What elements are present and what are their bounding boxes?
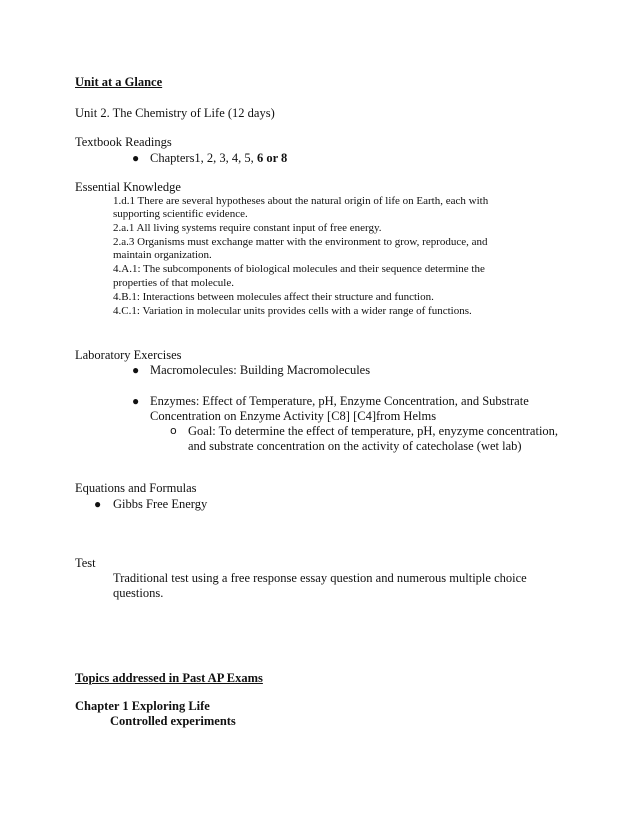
lab-goal-cont: and substrate concentration on the activity of catecholase (wet lab) — [188, 439, 522, 453]
test-description-cont: questions. — [113, 586, 164, 600]
test-description: Traditional test using a free response essay question and numerous multiple choice — [113, 571, 527, 585]
ek-line: 2.a.3 Organisms must exchange matter with the environment to grow, reproduce, and — [113, 236, 488, 248]
textbook-label: Textbook Readings — [75, 135, 172, 149]
lab-goal: Goal: To determine the effect of temperature, pH, enyzyme concentration, — [188, 424, 559, 438]
lab-item-enzymes: Enzymes: Effect of Temperature, pH, Enzyme Concentration, and Substrate — [150, 394, 529, 408]
equation-item: Gibbs Free Energy — [113, 497, 208, 511]
topics-heading: Topics addressed in Past AP Exams — [75, 671, 263, 685]
page-heading: Unit at a Glance — [75, 75, 163, 89]
ek-line: properties of that molecule. — [113, 277, 234, 289]
ek-line: 1.d.1 There are several hypotheses about the natural origin of life on Earth, each with — [113, 195, 489, 207]
equations-label: Equations and Formulas — [75, 481, 197, 495]
bullet-icon: ● — [132, 394, 140, 408]
ek-line: maintain organization. — [113, 249, 212, 261]
ek-line: 2.a.1 All living systems require constant input of free energy. — [113, 222, 382, 234]
test-label: Test — [75, 556, 96, 570]
unit-title: Unit 2. The Chemistry of Life (12 days) — [75, 106, 275, 120]
bullet-icon: ● — [132, 363, 140, 377]
essential-knowledge-label: Essential Knowledge — [75, 180, 181, 194]
chapter-topic: Controlled experiments — [110, 714, 236, 728]
ek-line: 4.B.1: Interactions between molecules affect their structure and function. — [113, 291, 434, 303]
lab-item-macromolecules: Macromolecules: Building Macromolecules — [150, 363, 371, 377]
textbook-chapters — [150, 151, 287, 165]
chapter-title: Chapter 1 Exploring Life — [75, 699, 210, 713]
chapters-list: Chapters1, 2, 3, 4, 5, — [150, 151, 254, 165]
bullet-icon: ● — [94, 497, 102, 511]
circle-bullet-icon: o — [170, 424, 177, 437]
lab-item-enzymes-cont: Concentration on Enzyme Activity [C8] [C4]from Helms — [150, 409, 437, 423]
lab-label: Laboratory Exercises — [75, 348, 182, 362]
chapters-choice: 6 or 8 — [256, 151, 288, 165]
ek-line: supporting scientific evidence. — [113, 208, 248, 220]
bullet-icon: ● — [132, 151, 140, 165]
ek-line: 4.A.1: The subcomponents of biological molecules and their sequence determine the — [113, 263, 485, 275]
ek-line: 4.C.1: Variation in molecular units provides cells with a wider range of functions. — [113, 305, 472, 317]
